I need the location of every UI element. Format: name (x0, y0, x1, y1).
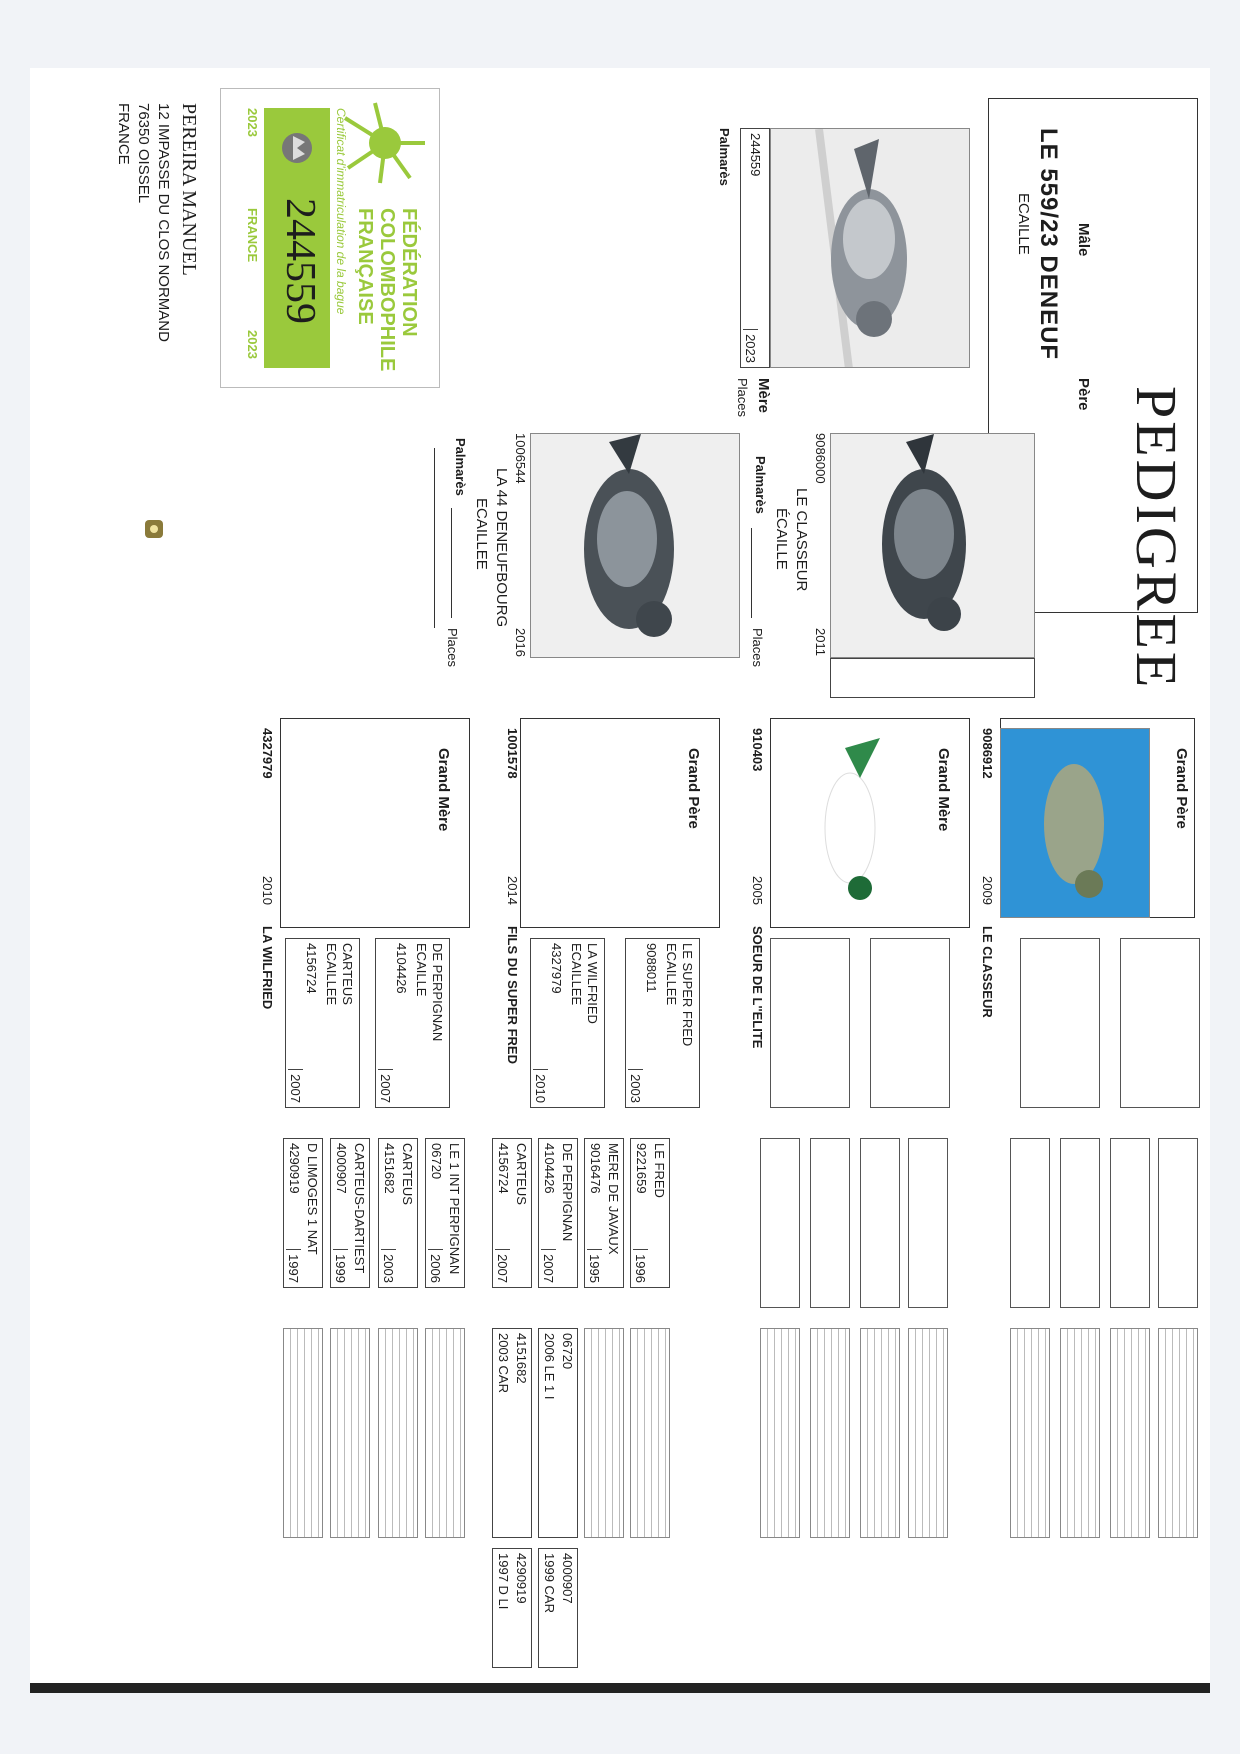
gen5-note-2-line2: 2003 CAR (496, 1333, 511, 1393)
gen3-4-year: 2007 (288, 1069, 303, 1103)
gen4-blank-7 (810, 1138, 850, 1308)
gen4-3-ring: 4104426 (542, 1143, 557, 1194)
gen4-7-ring: 4000907 (334, 1143, 349, 1194)
stamp-icon (143, 518, 165, 540)
gen4-2-ring: 9016476 (588, 1143, 603, 1194)
gen5-note-4 (492, 1548, 532, 1668)
gen3-2-year: 2010 (533, 1069, 548, 1103)
gen4-1-year: 1996 (633, 1249, 648, 1283)
gen5-row (378, 1328, 418, 1538)
gen4-7 (330, 1138, 370, 1288)
grandparent-1-ring: 9086912 (980, 728, 995, 779)
grandparent-2-year: 2005 (750, 876, 765, 905)
gen4-2-name: MERE DE JAVAUX (606, 1143, 621, 1255)
gen4-8 (283, 1138, 323, 1288)
gen3-3-year: 2007 (378, 1069, 393, 1103)
gen5-row (1060, 1328, 1100, 1538)
gen4-3-year: 2007 (541, 1249, 556, 1283)
gen5-row (1010, 1328, 1050, 1538)
father-label: Père (1075, 378, 1092, 411)
certificate-country: FRANCE (245, 208, 260, 263)
gen3-blank-1 (1120, 938, 1200, 1108)
grandparent-1-label: Grand Père (1173, 748, 1190, 829)
gen4-5-year: 2006 (428, 1249, 443, 1283)
grandparent-3-name: FILS DU SUPER FRED (505, 926, 520, 1064)
gen3-blank-4 (770, 938, 850, 1108)
mother-label: Mère (755, 378, 772, 414)
gen5-row (1158, 1328, 1198, 1538)
gen5-note-4-line1: 4290919 (514, 1553, 529, 1604)
gen4-blank-4 (1010, 1138, 1050, 1308)
certificate-year-right: 2023 (245, 330, 260, 359)
gen4-blank-5 (908, 1138, 948, 1308)
page-title: PEDIGREE (1124, 386, 1189, 691)
gen5-note-1 (538, 1328, 578, 1538)
gen3-3 (375, 938, 450, 1108)
mother-places-top: Places (735, 378, 750, 418)
gen4-3-name: DE PERPIGNAN (560, 1143, 575, 1242)
gen4-5-ring: 06720 (429, 1143, 444, 1180)
certificate-subtitle: Certificat d'immatriculation de la bague (334, 108, 348, 315)
gen4-6-year: 2003 (381, 1249, 396, 1283)
gen4-blank-2 (1110, 1138, 1150, 1308)
certificate-ring: 244559 (277, 198, 323, 324)
gen3-4-color: ECAILLEE (324, 943, 339, 1006)
mother-bottom-line (434, 448, 435, 628)
certificate-year-left: 2023 (245, 108, 260, 137)
gen3-1 (625, 938, 700, 1108)
gen4-2 (584, 1138, 624, 1288)
gen4-7-name: CARTEUS-DARTIEST (352, 1143, 367, 1274)
gen4-3 (538, 1138, 578, 1288)
mother-palmares-label: Palmarès (453, 438, 468, 496)
page-bottom-bar (30, 1683, 1210, 1693)
gen3-4 (285, 938, 360, 1108)
gen4-1-name: LE FRED (652, 1143, 667, 1198)
federation-line2: COLOMBOPHILE (376, 208, 398, 372)
gen4-5-name: LE 1 INT PERPIGNAN (447, 1143, 462, 1275)
gen4-6-ring: 4151682 (382, 1143, 397, 1194)
federation-logo (340, 98, 430, 188)
grandparent-2-name: SOEUR DE L''ELITE (750, 926, 765, 1049)
gen4-7-year: 1999 (333, 1249, 348, 1283)
gen3-2 (530, 938, 605, 1108)
gen3-1-name: LE SUPER FRED (680, 943, 695, 1047)
father-ring-box (830, 658, 1035, 698)
gen3-2-name: LA WILFRIED (585, 943, 600, 1024)
gen4-4 (492, 1138, 532, 1288)
gen4-4-year: 2007 (495, 1249, 510, 1283)
gen5-note-2-line1: 4151682 (514, 1333, 529, 1384)
subject-ring: 244559 (748, 133, 763, 177)
father-ring: 9086000 (813, 433, 828, 484)
gen5-row (584, 1328, 624, 1538)
mother-palmares-line (451, 508, 452, 618)
gen4-blank-3 (1060, 1138, 1100, 1308)
owner-country: FRANCE (115, 103, 132, 165)
gen5-row (425, 1328, 465, 1538)
subject-color: ECAILLE (1015, 193, 1032, 255)
gen4-1 (630, 1138, 670, 1288)
mother-year: 2016 (513, 628, 528, 657)
grandparent-4-ring: 4327979 (260, 728, 275, 779)
mother-color: ECAILLEE (473, 498, 490, 570)
grandparent-1-photo (1000, 728, 1150, 918)
grandparent-2-label: Grand Mère (935, 748, 952, 832)
gen3-2-color: ECAILLEE (569, 943, 584, 1006)
subject-palmares-label: Palmarès (717, 128, 732, 186)
father-year: 2011 (813, 628, 828, 656)
owner-name: PEREIRA MANUEL (178, 103, 200, 276)
mother-ring: 1006544 (513, 433, 528, 484)
federation-line3: FRANÇAISE (354, 208, 376, 325)
gen5-note-1-line1: 06720 (560, 1333, 575, 1370)
gen4-8-year: 1997 (286, 1249, 301, 1283)
gen5-row (810, 1328, 850, 1538)
grandparent-3-label: Grand Père (685, 748, 702, 829)
gen5-row (283, 1328, 323, 1538)
gen5-note-3 (538, 1548, 578, 1668)
grandparent-4-name: LA WILFRIED (260, 926, 275, 1010)
gen5-row (908, 1328, 948, 1538)
gen4-8-ring: 4290919 (287, 1143, 302, 1194)
gen5-note-3-line2: 1999 CAR (542, 1553, 557, 1613)
gen5-row (630, 1328, 670, 1538)
federation-line1: FÉDÉRATION (398, 208, 420, 337)
grandparent-4-year: 2010 (260, 876, 275, 905)
father-palmares-line (751, 528, 752, 618)
mother-name: LA 44 DENEUFBOURG (493, 468, 510, 628)
subject-name: LE 559/23 DENEUF (1035, 128, 1062, 361)
mother-places-label: Places (445, 628, 460, 668)
gen3-1-ring: 9088011 (644, 943, 659, 993)
grandparent-2-photo (780, 728, 920, 918)
gen3-2-ring: 4327979 (549, 943, 564, 994)
rotated-pedigree (30, 68, 1210, 1683)
grandparent-3-year: 2014 (505, 876, 520, 905)
gen4-2-year: 1995 (587, 1249, 602, 1283)
owner-address1: 12 IMPASSE DU CLOS NORMAND (155, 103, 172, 342)
subject-year: 2023 (743, 329, 758, 363)
gen5-note-2 (492, 1328, 532, 1538)
gen5-note-1-line2: 2006 LE 1 I (542, 1333, 557, 1400)
gen4-6-name: CARTEUS (400, 1143, 415, 1205)
gen3-blank-2 (1020, 938, 1100, 1108)
subject-sex: Mâle (1075, 223, 1092, 257)
father-name: LE CLASSEUR (793, 488, 810, 592)
pedigree-sheet (30, 68, 1210, 1683)
mother-photo (530, 433, 740, 658)
grandparent-2-ring: 910403 (750, 728, 765, 772)
grandparent-1-year: 2009 (980, 876, 995, 905)
gen4-blank-1 (1158, 1138, 1198, 1308)
gen4-blank-8 (760, 1138, 800, 1308)
gen4-6 (378, 1138, 418, 1288)
father-palmares-label: Palmarès (753, 456, 768, 514)
gen4-5 (425, 1138, 465, 1288)
gen5-row (860, 1328, 900, 1538)
gen3-blank-3 (870, 938, 950, 1108)
gen3-1-year: 2003 (628, 1069, 643, 1103)
crown-icon (277, 128, 317, 168)
grandparent-3-ring: 1001578 (505, 728, 520, 779)
gen4-4-name: CARTEUS (514, 1143, 529, 1205)
gen3-3-ring: 4104426 (394, 943, 409, 994)
father-photo (830, 433, 1035, 658)
gen4-4-ring: 4156724 (496, 1143, 511, 1194)
gen5-note-4-line2: 1997 D LI (496, 1553, 511, 1610)
grandparent-1-name: LE CLASSEUR (980, 926, 995, 1018)
father-places-label: Places (750, 628, 765, 668)
gen3-1-color: ECAILLEE (664, 943, 679, 1006)
gen4-blank-6 (860, 1138, 900, 1308)
gen5-note-3-line1: 4000907 (560, 1553, 575, 1604)
subject-photo (770, 128, 970, 368)
grandparent-4-label: Grand Mère (435, 748, 452, 832)
father-color: ÉCAILLE (773, 508, 790, 570)
gen4-8-name: D LIMOGES 1 NAT (305, 1143, 320, 1255)
gen3-3-color: ECAILLE (414, 943, 429, 997)
gen3-4-name: CARTEUS (340, 943, 355, 1005)
gen5-row (1110, 1328, 1150, 1538)
gen5-row (760, 1328, 800, 1538)
owner-address2: 76350 OISSEL (135, 103, 152, 204)
gen4-1-ring: 9221659 (634, 1143, 649, 1194)
subject-ring-box (740, 128, 770, 368)
gen5-row (330, 1328, 370, 1538)
gen3-3-name: DE PERPIGNAN (430, 943, 445, 1042)
gen3-4-ring: 4156724 (304, 943, 319, 994)
